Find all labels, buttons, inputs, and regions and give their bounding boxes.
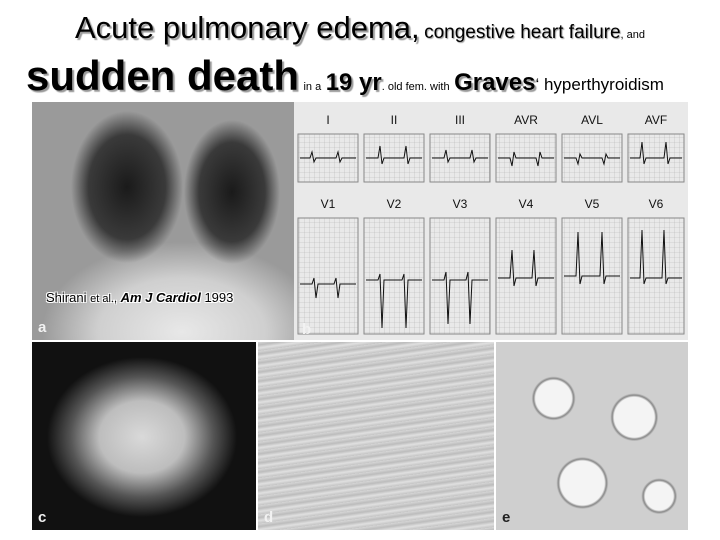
lead-label-II: II (390, 113, 398, 127)
citation-journal: Am J Cardiol (120, 290, 201, 305)
ecg-box-V6 (628, 218, 684, 334)
panel-label-b: b (302, 321, 312, 338)
ecg-box-V3 (430, 218, 490, 334)
title-age: 19 yr (325, 69, 382, 96)
ecg-image (294, 102, 688, 340)
title-and: , and (620, 29, 646, 41)
title-comma: , (411, 10, 420, 45)
myocardium-histology-image (258, 342, 494, 530)
citation-etal: et al., (90, 293, 117, 305)
title-sudden-death: sudden death (26, 52, 300, 99)
title-in-a: in a (303, 81, 322, 93)
slide-title-line-2 (26, 52, 664, 100)
chest-lead-row (298, 218, 684, 334)
lead-label-V4: V4 (518, 197, 534, 211)
panel-label-a: a (38, 319, 47, 336)
limb-lead-row (298, 134, 684, 182)
citation-authors: Shirani (46, 290, 87, 305)
lead-label-AVL: AVL (581, 113, 603, 127)
title-congestive-heart-failure: congestive heart failure (424, 22, 621, 43)
lead-label-AVR: AVR (514, 113, 538, 127)
lead-label-III: III (454, 113, 466, 127)
ecg-svg (294, 102, 688, 340)
thyroid-histology-image (496, 342, 688, 530)
ecg-box-V1 (298, 218, 358, 334)
citation (46, 290, 233, 305)
ecg-box-V2 (364, 218, 424, 334)
lead-label-V2: V2 (386, 197, 402, 211)
heart-section-image (32, 342, 256, 530)
title-description: . old fem. with (381, 81, 450, 93)
title-acute-pulmonary-edema: Acute pulmonary edema (74, 10, 412, 45)
lead-label-V1: V1 (320, 197, 336, 211)
panel-label-c: c (38, 509, 47, 526)
title-graves: Graves (454, 69, 536, 96)
citation-year: 1993 (204, 290, 234, 305)
lead-label-V6: V6 (648, 197, 664, 211)
lead-label-V3: V3 (452, 197, 468, 211)
lead-label-I: I (326, 113, 330, 127)
panel-label-d: d (264, 509, 274, 526)
title-hyperthyroidism: ‘ hyperthyroidism (535, 75, 664, 94)
lead-label-AVF: AVF (644, 113, 668, 127)
ecg-box-V4 (496, 218, 556, 334)
slide-title-line-1 (0, 10, 720, 46)
chest-xray-image (32, 102, 294, 340)
panel-label-e: e (502, 509, 511, 526)
lead-label-V5: V5 (584, 197, 600, 211)
